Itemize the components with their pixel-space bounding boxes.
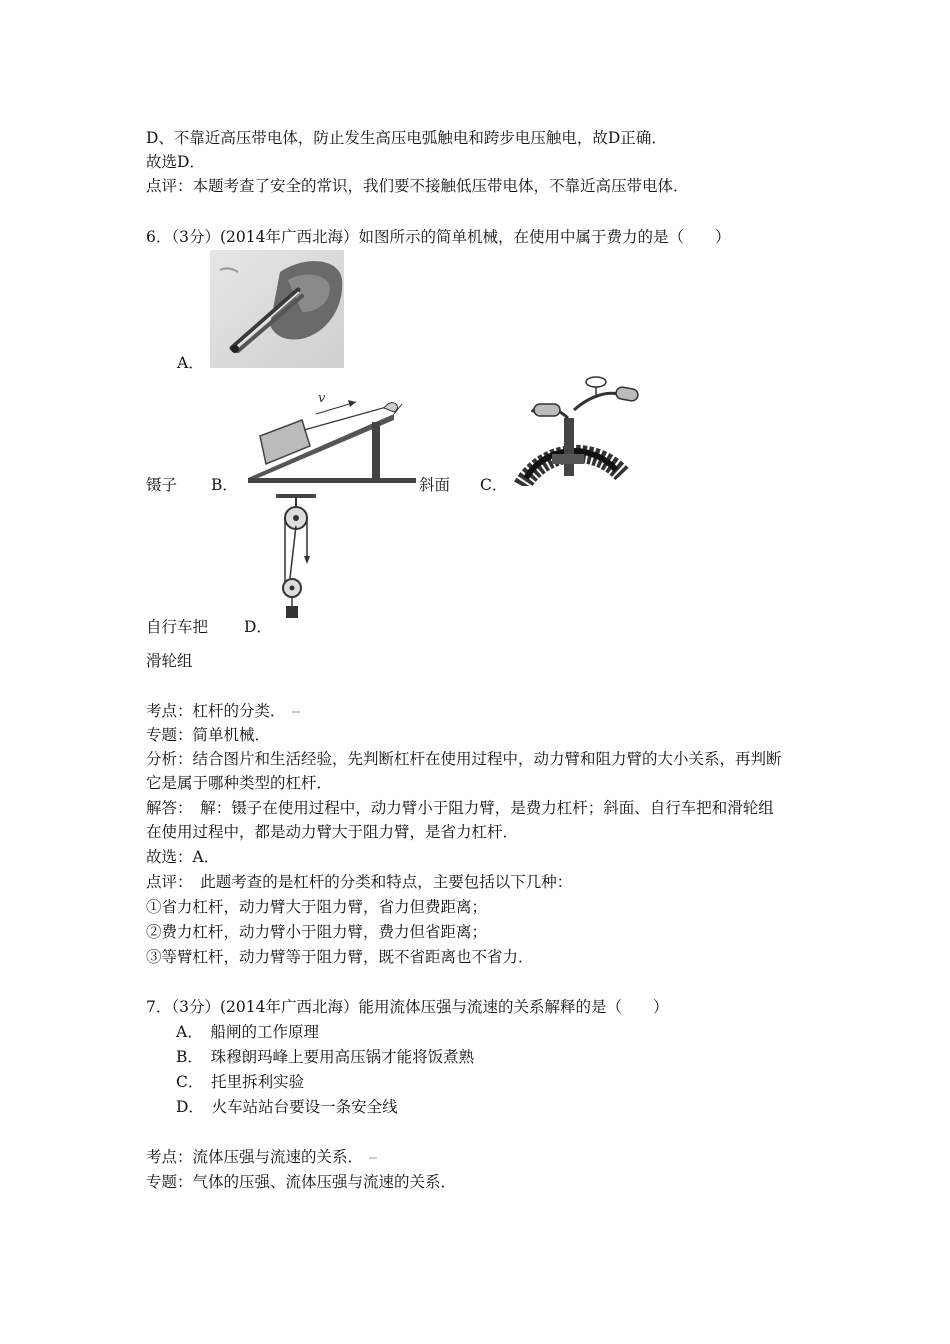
q6-pingyu-line4: ③等臂杠杆，动力臂等于阻力臂，既不省距离也不省力．: [146, 948, 534, 966]
velocity-symbol: v: [318, 391, 326, 406]
option-a-caption: 镊子: [146, 476, 178, 494]
option-b-letter: B．: [211, 476, 238, 494]
q7-option-d: D． 火车站站台要设一条安全线: [176, 1098, 398, 1116]
option-a-letter: A．: [177, 354, 204, 372]
q6-jieda-line2: 在使用过程中，都是动力臂大于阻力臂，是省力杠杆．: [146, 823, 519, 841]
option-d-caption: 滑轮组: [146, 652, 193, 670]
q6-jieda-line1: 解答： 解：镊子在使用过程中，动力臂小于阻力臂，是费力杠杆；斜面、自行车把和滑轮组: [146, 799, 774, 817]
q7-kaodian: 考点：流体压强与流速的关系．: [146, 1146, 377, 1168]
q6-stem: 6．（3分）(2014年广西北海）如图所示的简单机械，在使用中属于费力的是（ ）: [146, 228, 731, 246]
q7-option-a: A． 船闸的工作原理: [176, 1023, 319, 1041]
q6-zhuanti: 专题：简单机械．: [146, 726, 271, 744]
q6-pingyu-line2: ①省力杠杆，动力臂大于阻力臂，省力但费距离；: [146, 898, 488, 916]
q7-option-c: C． 托里拆利实验: [176, 1073, 305, 1091]
q6-fenxi-line2: 它是属于哪种类型的杠杆．: [146, 774, 333, 792]
prev-choice: 故选D．: [146, 153, 205, 171]
q7-stem: 7．（3分）(2014年广西北海）能用流体压强与流速的关系解释的是（ ）: [146, 998, 669, 1016]
q6-fenxi-line1: 分析：结合图片和生活经验，先判断杠杆在使用过程中，动力臂和阻力臂的大小关系，再判断: [146, 750, 782, 768]
option-c-caption: 自行车把: [146, 618, 209, 636]
prev-option-d-answer: D、不靠近高压带电体，防止发生高压电弧触电和跨步电压触电，故D正确．: [146, 129, 667, 147]
q6-kaodian: 考点：杠杆的分类．: [146, 700, 300, 722]
incline-figure: [244, 384, 420, 490]
q6-pingyu-line1: 点评： 此题考查的是杠杆的分类和特点，主要包括以下几种：: [146, 873, 573, 891]
tweezers-figure: [210, 250, 344, 368]
option-d-letter: D．: [244, 618, 272, 636]
q6-choice: 故选：A．: [146, 848, 220, 866]
q6-pingyu-line3: ②费力杠杆，动力臂小于阻力臂，费力但省距离；: [146, 923, 488, 941]
pulley-block-figure: [268, 492, 322, 622]
q7-zhuanti: 专题：气体的压强、流体压强与流速的关系．: [146, 1173, 457, 1191]
q7-option-b: B． 珠穆朗玛峰上要用高压锅才能将饭煮熟: [176, 1048, 475, 1066]
prev-comment: 点评：本题考查了安全的常识，我们要不接触低压带电体，不靠近高压带电体．: [146, 177, 689, 195]
option-c-letter: C．: [480, 476, 508, 494]
bicycle-handlebar-figure: [512, 374, 642, 486]
option-b-caption: 斜面: [419, 476, 451, 494]
